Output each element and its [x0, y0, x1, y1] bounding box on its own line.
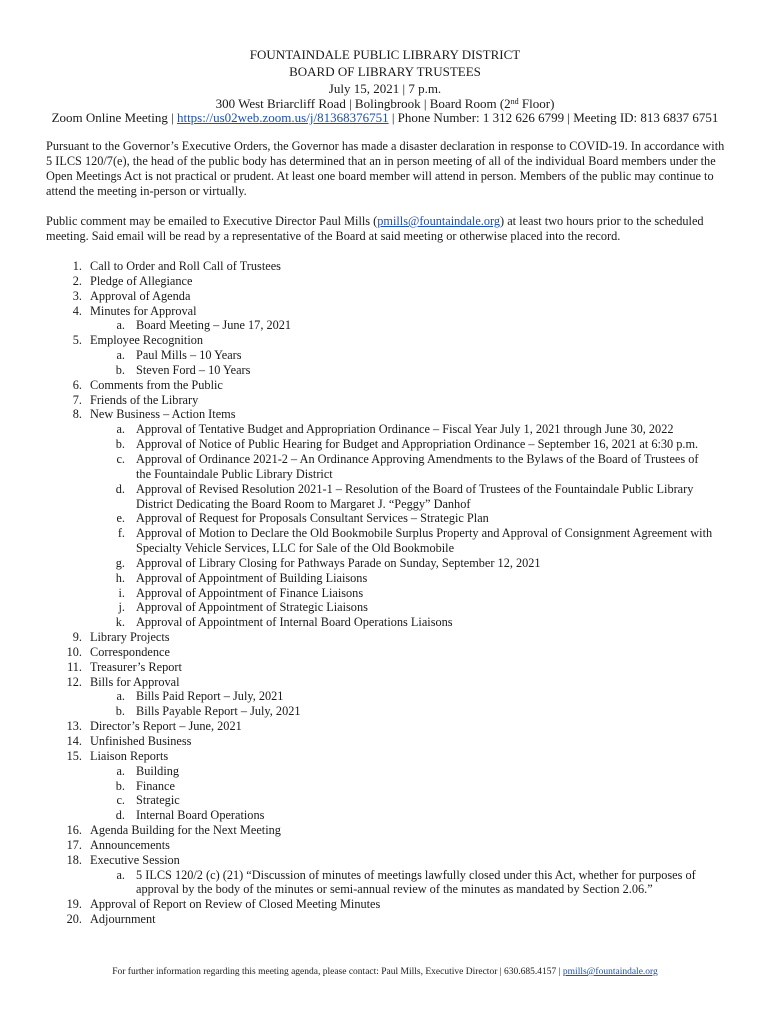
agenda-subitem-letter: a.: [116, 422, 125, 437]
agenda-item: [46, 749, 736, 764]
public-comment-text-end: ) at least two hours prior to the scheduled meeting. Said email will be read by a representative of the Board at said meeting or otherwise placed into the record.: [46, 214, 704, 243]
agenda-item-number: 10.: [66, 644, 82, 659]
agenda-item: [46, 304, 736, 319]
agenda-subitem-letter: c.: [116, 793, 125, 808]
agenda-item: [46, 912, 736, 927]
agenda-subitem-letter: a.: [116, 689, 125, 704]
agenda-subitem: [46, 363, 736, 378]
agenda-item: [46, 393, 736, 408]
covid-notice-paragraph: Pursuant to the Governor’s Executive Orders, the Governor has made a disaster declaration in response to COVID-19. In accordance with 5 ILCS 120/7(e), the head of the public body has determined that an in person meeting of all of the individual Board members under the Open Meetings Act is not practical or prudent. At least one board member will attend in person. Members of the public may continue to attend the meeting in-person or virtually.: [46, 139, 725, 198]
agenda-item-number: 11.: [67, 659, 82, 674]
agenda-item: [46, 897, 736, 912]
agenda-subitem-letter: j.: [118, 600, 125, 615]
agenda-item-text: Correspondence: [90, 644, 170, 659]
agenda-subitem-text: Approval of Revised Resolution 2021-1 – Resolution of the Board of Trustees of the Fountaindale Public Library District Dedicating the Board Room to Margaret J. “Peggy” Danhof: [136, 481, 694, 511]
agenda-subitem-letter: a.: [116, 348, 125, 363]
agenda-item: [46, 838, 736, 853]
agenda-subitem: [46, 868, 736, 898]
agenda-subitem-letter: k.: [115, 615, 125, 630]
agenda-subitem-text: Approval of Appointment of Strategic Liaisons: [136, 600, 368, 615]
agenda-subitem-text: Approval of Appointment of Finance Liaisons: [136, 585, 364, 600]
agenda-item-text: Adjournment: [90, 912, 156, 927]
agenda-subitem-letter: a.: [116, 867, 125, 882]
agenda-item-number: 2.: [72, 273, 82, 288]
agenda-subitem-text: Approval of Library Closing for Pathways Parade on Sunday, September 12, 2021: [136, 555, 541, 570]
agenda-item-text: Bills for Approval: [90, 674, 180, 689]
agenda-subitem-text: Approval of Appointment of Building Liaisons: [136, 570, 368, 585]
agenda-subitem: [46, 586, 736, 601]
agenda-item-text: Treasurer’s Report: [90, 659, 182, 674]
agenda-item-number: 12.: [66, 674, 82, 689]
agenda-item: [46, 333, 736, 348]
agenda-subitem-text: Bills Paid Report – July, 2021: [136, 689, 284, 704]
agenda-item: [46, 259, 736, 274]
agenda-subitem-letter: g.: [115, 555, 125, 570]
agenda-subitem-text: Finance: [136, 778, 175, 793]
agenda-item: [46, 289, 736, 304]
agenda-item-number: 4.: [72, 303, 82, 318]
agenda-item-text: Comments from the Public: [90, 377, 223, 392]
location-superscript: nd: [510, 97, 519, 106]
agenda-subitem-letter: d.: [115, 808, 125, 823]
agenda-item-text: Director’s Report – June, 2021: [90, 719, 242, 734]
agenda-subitem: [46, 318, 736, 333]
agenda-subitem-letter: i.: [118, 585, 125, 600]
agenda-item-text: Liaison Reports: [90, 748, 169, 763]
agenda-item: [46, 823, 736, 838]
agenda-item: [46, 675, 736, 690]
agenda-subitem-text: Bills Payable Report – July, 2021: [136, 704, 301, 719]
agenda-subitem-letter: h.: [115, 570, 125, 585]
agenda-subitem-text: Approval of Tentative Budget and Appropriation Ordinance – Fiscal Year July 1, 2021 through June 30, 2022: [136, 422, 674, 437]
agenda-item-number: 7.: [72, 392, 82, 407]
agenda-item-number: 18.: [66, 852, 82, 867]
agenda-subitem: [46, 348, 736, 363]
agenda-subitem: [46, 808, 736, 823]
agenda-item-number: 1.: [72, 259, 82, 273]
agenda-item-number: 6.: [72, 377, 82, 392]
agenda-subitem: [46, 689, 736, 704]
agenda-subitem: [46, 526, 736, 556]
agenda-subitem-text: Board Meeting – June 17, 2021: [136, 318, 292, 333]
agenda-item-number: 17.: [66, 837, 82, 852]
agenda-item-text: Minutes for Approval: [90, 303, 197, 318]
agenda-subitem-text: 5 ILCS 120/2 (c) (21) “Discussion of minutes of meetings lawfully closed under this Act, whether for purposes of approval by the body of the minutes or semi-annual review of the minutes as mandated by Section 2.06.”: [136, 867, 696, 897]
meeting-location: [0, 96, 770, 111]
agenda-item-number: 20.: [66, 912, 82, 927]
agenda-item: [46, 645, 736, 660]
agenda-item-text: Announcements: [90, 837, 170, 852]
agenda-list: [46, 259, 736, 927]
agenda-item: [46, 660, 736, 675]
agenda-item-text: Unfinished Business: [90, 734, 192, 748]
phone-meeting-id: | Phone Number: 1 312 626 6799 | Meeting ID: 813 6837 6751: [388, 110, 719, 125]
agenda-item-text: New Business – Action Items: [90, 407, 236, 422]
zoom-label: Zoom Online Meeting |: [51, 110, 177, 125]
footer-text: For further information regarding this meeting agenda, please contact: Paul Mills, Executive Director | 630.685.4157 |: [112, 967, 563, 977]
agenda-item-text: Call to Order and Roll Call of Trustees: [90, 259, 281, 273]
agenda-item-text: Friends of the Library: [90, 392, 199, 407]
agenda-subitem: [46, 571, 736, 586]
agenda-item: [46, 378, 736, 393]
agenda-item: [46, 719, 736, 734]
agenda-subitem: [46, 511, 736, 526]
agenda-item-text: Library Projects: [90, 630, 170, 645]
agenda-subitem-letter: b.: [115, 437, 125, 452]
location-text: 300 West Briarcliff Road | Bolingbrook | Board Room (2: [215, 96, 511, 111]
agenda-item: [46, 274, 736, 289]
agenda-subitem: [46, 615, 736, 630]
agenda-item-text: Approval of Report on Review of Closed Meeting Minutes: [90, 897, 381, 912]
agenda-subitem: [46, 779, 736, 794]
agenda-item-number: 13.: [66, 719, 82, 734]
footer-email-link[interactable]: pmills@fountaindale.org: [562, 967, 658, 977]
location-text-end: Floor): [518, 96, 555, 111]
agenda-subitem-text: Approval of Ordinance 2021-2 – An Ordinance Approving Amendments to the Bylaws of the Board of Trustees of the Fountaindale Public Library District: [136, 451, 699, 481]
agenda-subitem-letter: c.: [116, 451, 125, 466]
agenda-item-number: 19.: [66, 897, 82, 912]
agenda-subitem: [46, 704, 736, 719]
agenda-subitem-text: Building: [136, 763, 180, 778]
agenda-subitem: [46, 422, 736, 437]
agenda-subitem-text: Internal Board Operations: [136, 808, 265, 823]
agenda-item-number: 15.: [66, 748, 82, 763]
meeting-date: July 15, 2021 | 7 p.m.: [328, 81, 442, 96]
email-link[interactable]: pmills@fountaindale.org: [377, 214, 501, 228]
agenda-item: [46, 630, 736, 645]
district-title: FOUNTAINDALE PUBLIC LIBRARY DISTRICT: [249, 47, 521, 62]
agenda-subitem-letter: b.: [115, 704, 125, 719]
agenda-subitem-text: Steven Ford – 10 Years: [136, 362, 251, 377]
agenda-subitem-text: Paul Mills – 10 Years: [136, 348, 242, 363]
agenda-subitem-text: Approval of Motion to Declare the Old Bookmobile Surplus Property and Approval of Consignment Agreement with Specialty Vehicle Services, LLC for Sale of the Old Bookmobile: [136, 526, 713, 556]
public-comment-paragraph: [46, 214, 726, 244]
agenda-subitem-letter: e.: [116, 511, 125, 526]
agenda-subitem: [46, 452, 736, 482]
agenda-item-text: Executive Session: [90, 852, 180, 867]
agenda-subitem: [46, 764, 736, 779]
agenda-subitem-text: Approval of Notice of Public Hearing for Budget and Appropriation Ordinance – September 16, 2021 at 6:30 p.m.: [136, 437, 699, 452]
zoom-link[interactable]: https://us02web.zoom.us/j/81368376751: [176, 110, 389, 125]
agenda-item-text: Pledge of Allegiance: [90, 273, 193, 288]
agenda-subitem-letter: b.: [115, 362, 125, 377]
agenda-item-number: 16.: [66, 823, 82, 838]
agenda-item-text: Agenda Building for the Next Meeting: [90, 823, 281, 838]
agenda-subitem-letter: d.: [115, 481, 125, 496]
zoom-info: [0, 110, 770, 125]
footer: [0, 966, 770, 978]
public-comment-text: Public comment may be emailed to Executive Director Paul Mills (: [46, 214, 378, 228]
agenda-subitem: [46, 556, 736, 571]
board-title: BOARD OF LIBRARY TRUSTEES: [289, 64, 481, 79]
agenda-subitem: [46, 437, 736, 452]
agenda-item: [46, 407, 736, 422]
agenda-item-number: 5.: [72, 333, 82, 348]
agenda-subitem-letter: b.: [115, 778, 125, 793]
agenda-subitem-letter: a.: [116, 318, 125, 333]
agenda-item-number: 8.: [72, 407, 82, 422]
agenda-subitem-text: Approval of Appointment of Internal Board Operations Liaisons: [136, 615, 453, 630]
agenda-subitem: [46, 482, 736, 512]
agenda-subitem-letter: a.: [116, 763, 125, 778]
agenda-item-number: 14.: [66, 734, 82, 748]
agenda-subitem: [46, 793, 736, 808]
agenda-subitem-letter: f.: [117, 526, 125, 541]
agenda-item-number: 3.: [72, 288, 82, 303]
agenda-subitem: [46, 600, 736, 615]
agenda-item-text: Approval of Agenda: [90, 288, 191, 303]
agenda-subitem-text: Approval of Request for Proposals Consultant Services – Strategic Plan: [136, 511, 489, 526]
agenda-item-text: Employee Recognition: [90, 333, 204, 348]
agenda-item-number: 9.: [72, 630, 82, 645]
agenda-item: [46, 734, 736, 749]
agenda-subitem-text: Strategic: [136, 793, 180, 808]
agenda-item: [46, 853, 736, 868]
